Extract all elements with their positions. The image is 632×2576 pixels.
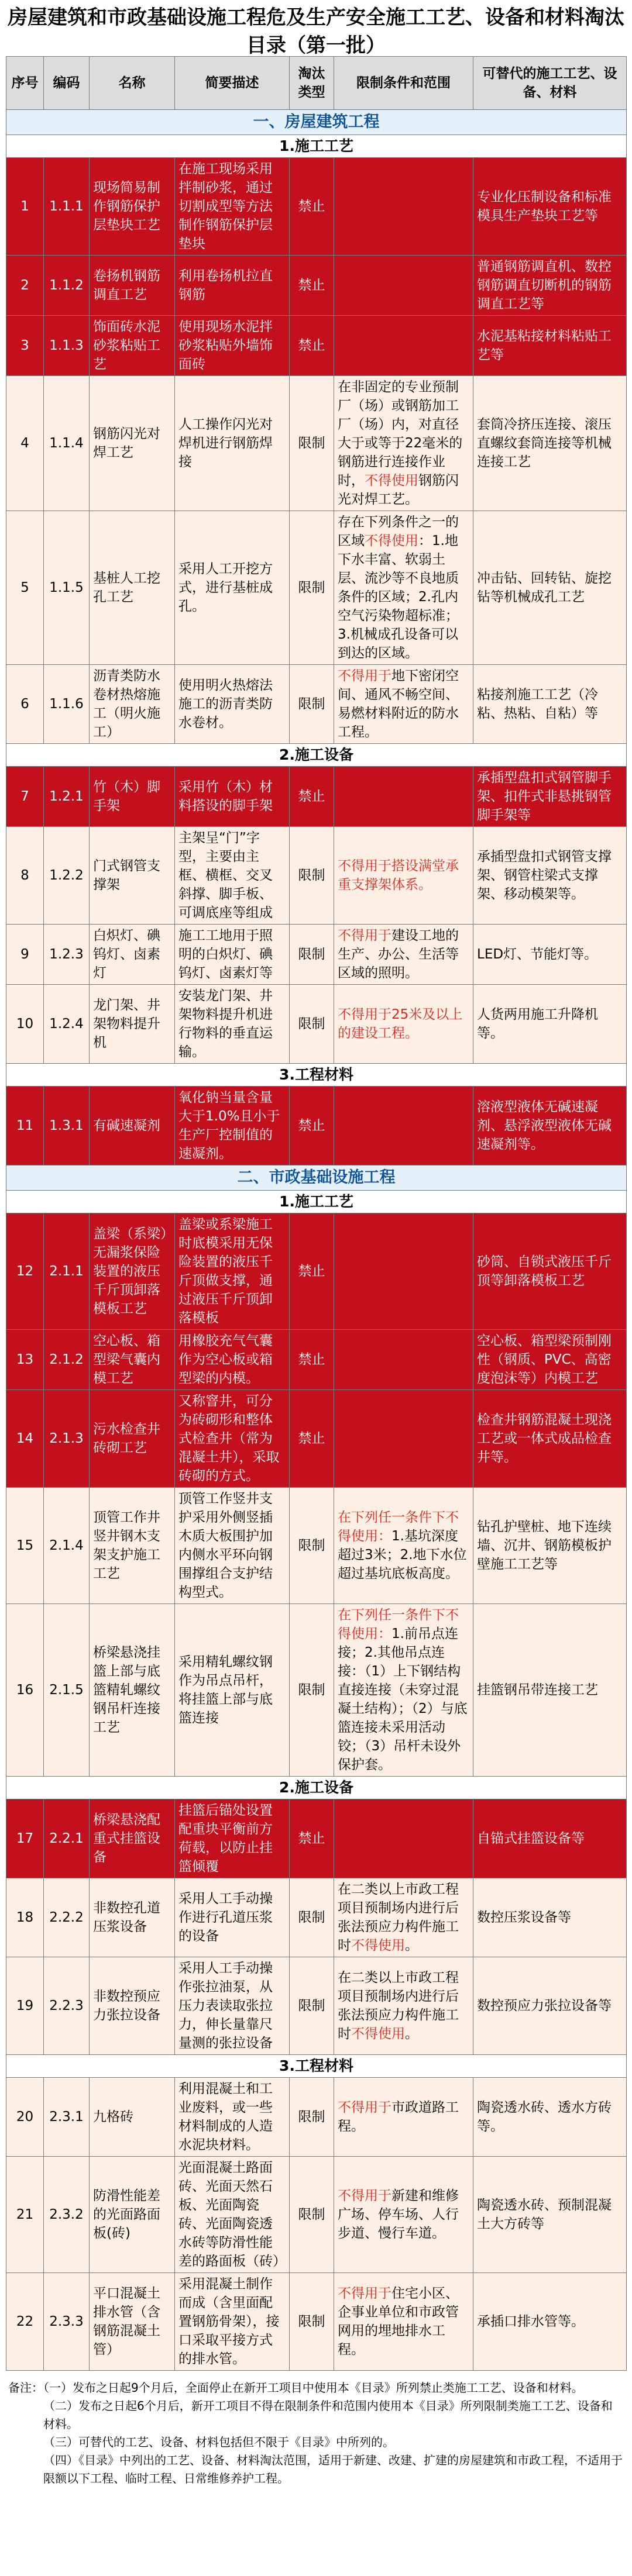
cell-no: 8 (6, 827, 44, 925)
cell-alt: 陶瓷透水砖、透水方砖等。 (473, 2078, 627, 2157)
cell-type: 禁止 (290, 767, 334, 827)
cell-name: 空心板、箱型梁气囊内模工艺 (90, 1330, 175, 1390)
cond-part: 市政道路工程。 (338, 2100, 459, 2134)
cell-alt: 自锚式挂篮设备等 (473, 1799, 627, 1878)
cond-part: 1.前吊点连接；2.其他吊点连接：（1）上下钢结构直接连接（未穿过混凝土结构）；（2）与底篮连接未采用活动铰；（3）吊杆未设外保护套。 (338, 1626, 468, 1772)
cell-name: 钢筋闪光对焊工艺 (90, 376, 175, 511)
cond-part: 在二类以上市政工程项目预制场内进行后张法预应力构件施工时 (338, 1970, 459, 2042)
table-body (6, 110, 627, 2371)
cell-code: 1.1.5 (44, 511, 90, 665)
cell-code: 2.3.3 (44, 2273, 90, 2371)
cell-name: 沥青类防水卷材热熔施工（明火施工） (90, 665, 175, 744)
cell-type: 限制 (290, 827, 334, 925)
cell-desc: 主架呈“门”字型，主要由主框、横框、交叉斜撑、脚手板、可调底座等组成 (175, 827, 290, 925)
cell-desc: 顶管工作竖井支护采用外侧竖插木质大板围护加内侧水平环向钢围撑组合支护结构型式。 (175, 1488, 290, 1604)
cell-no: 7 (6, 767, 44, 827)
cell-no: 5 (6, 511, 44, 665)
cell-alt: 钻孔护壁桩、地下连续墙、沉井、钢筋模板护壁施工工艺等 (473, 1488, 627, 1604)
cell-alt: 水泥基粘接材料粘贴工艺等 (473, 316, 627, 376)
section-title: 一、房屋建筑工程 (6, 110, 627, 135)
cell-desc: 用橡胶充气气囊作为空心板或箱型梁的内模。 (175, 1330, 290, 1390)
cell-cond (334, 1488, 473, 1604)
cell-name: 污水检查井砖砌工艺 (90, 1390, 175, 1488)
cond-part: 在非固定的专业预制厂（场）或钢筋加工厂（场）内，对直径大于或等于22毫米的钢筋进行连接作业时， (338, 380, 463, 488)
cell-desc: 采用人工手动操作张拉油泵，从压力表读取张拉力，伸长量靠尺量测的张拉设备 (175, 1957, 290, 2055)
table-row (6, 1604, 627, 1777)
cell-name: 非数控预应力张拉设备 (90, 1957, 175, 2055)
cond-part: 不得使用 (365, 533, 418, 549)
cell-cond (334, 665, 473, 744)
cell-no: 1 (6, 158, 44, 256)
cond-part: 住宅小区、企事业单位和市政管网用的埋地排水工程。 (338, 2286, 459, 2357)
cell-cond (334, 1330, 473, 1390)
table-row (6, 1488, 627, 1604)
table-row (6, 1390, 627, 1488)
cell-no: 13 (6, 1330, 44, 1390)
note-line: （三）可替代的工艺、设备、材料包括但不限于《目录》中所列的。 (43, 2435, 394, 2449)
cell-no: 4 (6, 376, 44, 511)
cell-code: 2.2.3 (44, 1957, 90, 2055)
document-title: 房屋建筑和市政基础设施工程危及生产安全施工工艺、设备和材料淘汰目录（第一批） (8, 6, 624, 57)
table-row (6, 1878, 627, 1957)
cell-type: 限制 (290, 1878, 334, 1957)
header-alt: 可替代的施工工艺、设备、材料 (473, 57, 627, 110)
cell-type: 限制 (290, 985, 334, 1064)
note-line: （二）发布之日起6个月后，新开工项目不得在限制条件和范围内使用本《目录》所列限制类施工工艺、设备和材料。 (43, 2399, 613, 2431)
cell-no: 10 (6, 985, 44, 1064)
note-line: 备注：（一）发布之日起9个月后，全面停止在新开工项目中使用本《目录》所列禁止类施工工艺、设备和材料。 (8, 2381, 583, 2395)
cell-type: 限制 (290, 376, 334, 511)
cond-part: 在二类以上市政工程项目预制场内进行后张法预应力构件施工时 (338, 1882, 459, 1953)
cell-no: 2 (6, 256, 44, 316)
cell-type: 限制 (290, 511, 334, 665)
cell-cond (334, 376, 473, 511)
cell-type: 禁止 (290, 1330, 334, 1390)
table-header-row (6, 57, 627, 110)
cell-name: 桥梁悬浇配重式挂篮设备 (90, 1799, 175, 1878)
cell-type: 禁止 (290, 158, 334, 256)
cell-type: 禁止 (290, 1087, 334, 1165)
elimination-catalog-table (6, 56, 627, 2371)
cond-part: 不得用于 (338, 2188, 391, 2203)
cell-type: 限制 (290, 925, 334, 985)
cell-desc: 氧化钠当量含量大于1.0%且小于生产厂控制值的速凝剂。 (175, 1087, 290, 1165)
cond-part: 在下列任一条件下不得使用： (338, 1608, 459, 1642)
cell-cond (334, 985, 473, 1064)
cell-name: 竹（木）脚手架 (90, 767, 175, 827)
cell-type: 限制 (290, 1604, 334, 1777)
cell-cond (334, 1087, 473, 1165)
cell-desc: 采用竹（木）材料搭设的脚手架 (175, 767, 290, 827)
cond-part: 存在下列条件之一的区域 (338, 515, 459, 549)
cond-part: 不得用于搭设满堂承重支撑架体系。 (338, 858, 459, 892)
cell-name: 防滑性能差的光面路面板(砖) (90, 2157, 175, 2273)
cell-desc: 光面混凝土路面砖、光面天然石板、光面陶瓷砖、光面陶瓷透水砖等防滑性能差的路面板（砖） (175, 2157, 290, 2273)
cell-desc: 采用人工手动操作进行孔道压浆的设备 (175, 1878, 290, 1957)
cell-no: 12 (6, 1213, 44, 1330)
cell-cond (334, 1878, 473, 1957)
group-title: 3.工程材料 (6, 2055, 627, 2078)
notes (6, 2379, 626, 2488)
cell-type: 禁止 (290, 256, 334, 316)
table-row (6, 316, 627, 376)
cell-type: 限制 (290, 1957, 334, 2055)
table-row (6, 158, 627, 256)
cell-name: 桥梁悬浇挂篮上部与底篮精轧螺纹钢吊杆连接工艺 (90, 1604, 175, 1777)
cell-name: 龙门架、井架物料提升机 (90, 985, 175, 1064)
table-row (6, 827, 627, 925)
cell-no: 22 (6, 2273, 44, 2371)
table-row (6, 256, 627, 316)
cell-alt: 挂篮钢吊带连接工艺 (473, 1604, 627, 1777)
cond-part: 。 (405, 2026, 418, 2042)
cond-part: 钢筋闪光对焊工艺。 (338, 473, 459, 507)
cell-desc: 使用明火热熔法施工的沥青类防水卷材。 (175, 665, 290, 744)
cell-name: 基桩人工挖孔工艺 (90, 511, 175, 665)
table-row (6, 511, 627, 665)
cell-name: 盖梁（系梁）无漏浆保险装置的液压千斤顶卸落模板工艺 (90, 1213, 175, 1330)
table-row (6, 1213, 627, 1330)
cell-no: 17 (6, 1799, 44, 1878)
table-row (6, 925, 627, 985)
table-row (6, 2273, 627, 2371)
cell-code: 2.1.3 (44, 1390, 90, 1488)
table-row (6, 376, 627, 511)
document (6, 0, 626, 2488)
cell-type: 限制 (290, 2078, 334, 2157)
cell-code: 2.2.1 (44, 1799, 90, 1878)
cell-desc: 利用卷扬机拉直钢筋 (175, 256, 290, 316)
cell-cond (334, 827, 473, 925)
cond-part: 。 (405, 1938, 418, 1953)
group-header (6, 744, 627, 767)
cell-desc: 使用现场水泥拌砂浆粘贴外墙饰面砖 (175, 316, 290, 376)
table-row (6, 2157, 627, 2273)
group-title: 1.施工工艺 (6, 135, 627, 158)
group-header (6, 1191, 627, 1213)
cell-cond (334, 158, 473, 256)
cell-code: 2.3.2 (44, 2157, 90, 2273)
cell-code: 2.1.1 (44, 1213, 90, 1330)
cell-code: 1.1.6 (44, 665, 90, 744)
cell-name: 白炽灯、碘钨灯、卤素灯 (90, 925, 175, 985)
cond-part: 不得用于 (338, 928, 391, 943)
cell-name: 门式钢管支撑架 (90, 827, 175, 925)
cell-alt: 套筒冷挤压连接、滚压直螺纹套筒连接等机械连接工艺 (473, 376, 627, 511)
cell-cond (334, 1957, 473, 2055)
section-title: 二、市政基础设施工程 (6, 1165, 627, 1191)
cond-part: ：1.地下水丰富、软弱土层、流沙等不良地质条件的区域；2.孔内空气污染物超标准；3.机械成孔设备可以到达的区域。 (338, 533, 459, 661)
table-row (6, 1957, 627, 2055)
cell-code: 1.1.1 (44, 158, 90, 256)
cell-desc: 采用混凝土制作而成（含里面配置钢筋骨架），接口采取平接方式的排水管。 (175, 2273, 290, 2371)
cell-name: 现场简易制作钢筋保护层垫块工艺 (90, 158, 175, 256)
table-row (6, 2078, 627, 2157)
section-header (6, 110, 627, 135)
cond-part: 不得用于 (338, 668, 391, 684)
group-title: 1.施工工艺 (6, 1191, 627, 1213)
group-title: 2.施工设备 (6, 1777, 627, 1799)
group-header (6, 2055, 627, 2078)
cell-cond (334, 316, 473, 376)
header-name: 名称 (90, 57, 175, 110)
cell-alt: 数控预应力张拉设备等 (473, 1957, 627, 2055)
header-type: 淘汰类型 (290, 57, 334, 110)
cell-code: 2.3.1 (44, 2078, 90, 2157)
cell-code: 1.2.1 (44, 767, 90, 827)
table-row (6, 767, 627, 827)
group-header (6, 1064, 627, 1087)
cell-cond (334, 767, 473, 827)
cond-part: 不得使用 (351, 1938, 405, 1953)
cell-code: 1.3.1 (44, 1087, 90, 1165)
cell-type: 限制 (290, 2273, 334, 2371)
cell-cond (334, 2078, 473, 2157)
cell-cond (334, 2157, 473, 2273)
cell-cond (334, 1213, 473, 1330)
cell-type: 禁止 (290, 1213, 334, 1330)
cell-no: 21 (6, 2157, 44, 2273)
cell-no: 18 (6, 1878, 44, 1957)
cell-code: 2.1.2 (44, 1330, 90, 1390)
header-no: 序号 (6, 57, 44, 110)
header-desc: 简要描述 (175, 57, 290, 110)
cell-cond (334, 511, 473, 665)
cell-desc: 采用人工开挖方式，进行基桩成孔。 (175, 511, 290, 665)
cell-cond (334, 256, 473, 316)
cell-type: 禁止 (290, 316, 334, 376)
cell-cond (334, 1390, 473, 1488)
table-row (6, 985, 627, 1064)
header-code: 编码 (44, 57, 90, 110)
table-row (6, 1087, 627, 1165)
cond-part: 1.基坑深度超过3米；2.地下水位超过基坑底板高度。 (338, 1529, 467, 1581)
cond-part: 地下密闭空间、通风不畅空间、易燃材料附近的防水工程。 (338, 668, 459, 740)
cell-alt: 冲击钻、回转钻、旋挖钻等机械成孔工艺 (473, 511, 627, 665)
cell-no: 19 (6, 1957, 44, 2055)
cell-name: 卷扬机钢筋调直工艺 (90, 256, 175, 316)
cell-alt: 普通钢筋调直机、数控钢筋调直切断机的钢筋调直工艺等 (473, 256, 627, 316)
cell-code: 1.1.4 (44, 376, 90, 511)
cell-alt: 粘接剂施工工艺（冷粘、热粘、自粘）等 (473, 665, 627, 744)
cell-type: 限制 (290, 665, 334, 744)
cell-no: 9 (6, 925, 44, 985)
cell-type: 禁止 (290, 1390, 334, 1488)
cell-desc: 利用混凝土和工业废料，或一些材料制成的人造水泥块材料。 (175, 2078, 290, 2157)
cell-alt: 陶瓷透水砖、预制混凝土大方砖等 (473, 2157, 627, 2273)
section-header (6, 1165, 627, 1191)
cell-desc: 又称窨井，可分为砖砌形和整体式检查井（常为混凝土井），采取砖砌的方式。 (175, 1390, 290, 1488)
cell-code: 1.2.4 (44, 985, 90, 1064)
cell-desc: 施工工地用于照明的白炽灯、碘钨灯、卤素灯等 (175, 925, 290, 985)
cell-alt: 检查井钢筋混凝土现浇工艺或一体式成品检查井等。 (473, 1390, 627, 1488)
cell-code: 2.1.5 (44, 1604, 90, 1777)
header-cond: 限制条件和范围 (334, 57, 473, 110)
cell-code: 1.1.3 (44, 316, 90, 376)
group-title: 3.工程材料 (6, 1064, 627, 1087)
cell-cond (334, 1799, 473, 1878)
cell-code: 1.1.2 (44, 256, 90, 316)
group-title: 2.施工设备 (6, 744, 627, 767)
table-row (6, 1330, 627, 1390)
cell-cond (334, 925, 473, 985)
cell-no: 16 (6, 1604, 44, 1777)
cell-desc: 安装龙门架、井架物料提升机进行物料的垂直运输。 (175, 985, 290, 1064)
cell-no: 3 (6, 316, 44, 376)
cell-name: 饰面砖水泥砂浆粘贴工艺 (90, 316, 175, 376)
cell-alt: 砂筒、自锁式液压千斤顶等卸落模板工艺 (473, 1213, 627, 1330)
cond-part: 不得使用 (365, 473, 418, 488)
cell-name: 平口混凝土排水管（含钢筋混凝土管） (90, 2273, 175, 2371)
cell-code: 1.2.3 (44, 925, 90, 985)
cell-type: 禁止 (290, 1799, 334, 1878)
cell-desc: 在施工现场采用拌制砂浆，通过切割成型等方法制作钢筋保护层垫块 (175, 158, 290, 256)
cond-part: 不得使用 (351, 2026, 405, 2042)
cell-type: 限制 (290, 1488, 334, 1604)
cell-type: 限制 (290, 2157, 334, 2273)
cond-part: 不得用于 (338, 2100, 391, 2115)
cell-no: 6 (6, 665, 44, 744)
cond-part: 建设工地的生产、办公、生活等区域的照明。 (338, 928, 459, 981)
cond-part: 不得用于 (338, 2286, 391, 2301)
cell-desc: 盖梁或系梁施工时底模采用无保险装置的液压千斤顶做支撑，通过液压千斤顶卸落模板 (175, 1213, 290, 1330)
note-line: （四）《目录》中列出的工艺、设备、材料淘汰范围，适用于新建、改建、扩建的房屋建筑和市政工程，不适用于限额以下工程、临时工程、日常维修养护工程。 (43, 2453, 623, 2485)
cell-desc: 挂篮后锚处设置配重块平衡前方荷载，以防止挂篮倾覆 (175, 1799, 290, 1878)
cell-code: 1.2.2 (44, 827, 90, 925)
cell-cond (334, 2273, 473, 2371)
cond-part: 新建和维修广场、停车场、人行步道、慢行车道。 (338, 2188, 459, 2241)
cell-no: 11 (6, 1087, 44, 1165)
cell-alt: 人货两用施工升降机等。 (473, 985, 627, 1064)
group-header (6, 1777, 627, 1799)
table-row (6, 665, 627, 744)
cell-no: 20 (6, 2078, 44, 2157)
cell-desc: 采用精轧螺纹钢作为吊点吊杆，将挂篮上部与底篮连接 (175, 1604, 290, 1777)
cell-alt: 溶液型液体无碱速凝剂、悬浮液型液体无碱速凝剂等。 (473, 1087, 627, 1165)
cell-cond (334, 1604, 473, 1777)
cell-name: 有碱速凝剂 (90, 1087, 175, 1165)
cell-alt: 数控压浆设备等 (473, 1878, 627, 1957)
group-header (6, 135, 627, 158)
cell-no: 14 (6, 1390, 44, 1488)
cell-name: 顶管工作井竖井钢木支架支护施工工艺 (90, 1488, 175, 1604)
cond-part: 在下列任一条件下不得使用： (338, 1510, 459, 1544)
cell-name: 九格砖 (90, 2078, 175, 2157)
cell-name: 非数控孔道压浆设备 (90, 1878, 175, 1957)
cell-code: 2.1.4 (44, 1488, 90, 1604)
cell-alt: LED灯、节能灯等。 (473, 925, 627, 985)
cond-part: 不得用于25米及以上的建设工程。 (338, 1007, 463, 1041)
cell-desc: 人工操作闪光对焊机进行钢筋焊接 (175, 376, 290, 511)
cell-no: 15 (6, 1488, 44, 1604)
cell-alt: 承插型盘扣式钢管支撑架、钢管柱梁式支撑架、移动模架等。 (473, 827, 627, 925)
table-row (6, 1799, 627, 1878)
cell-alt: 专业化压制设备和标准模具生产垫块工艺等 (473, 158, 627, 256)
cell-alt: 承插口排水管等。 (473, 2273, 627, 2371)
cell-alt: 空心板、箱型梁预制刚性（钢质、PVC、高密度泡沫等）内模工艺 (473, 1330, 627, 1390)
cell-alt: 承插型盘扣式钢管脚手架、扣件式非悬挑钢管脚手架等 (473, 767, 627, 827)
cell-code: 2.2.2 (44, 1878, 90, 1957)
